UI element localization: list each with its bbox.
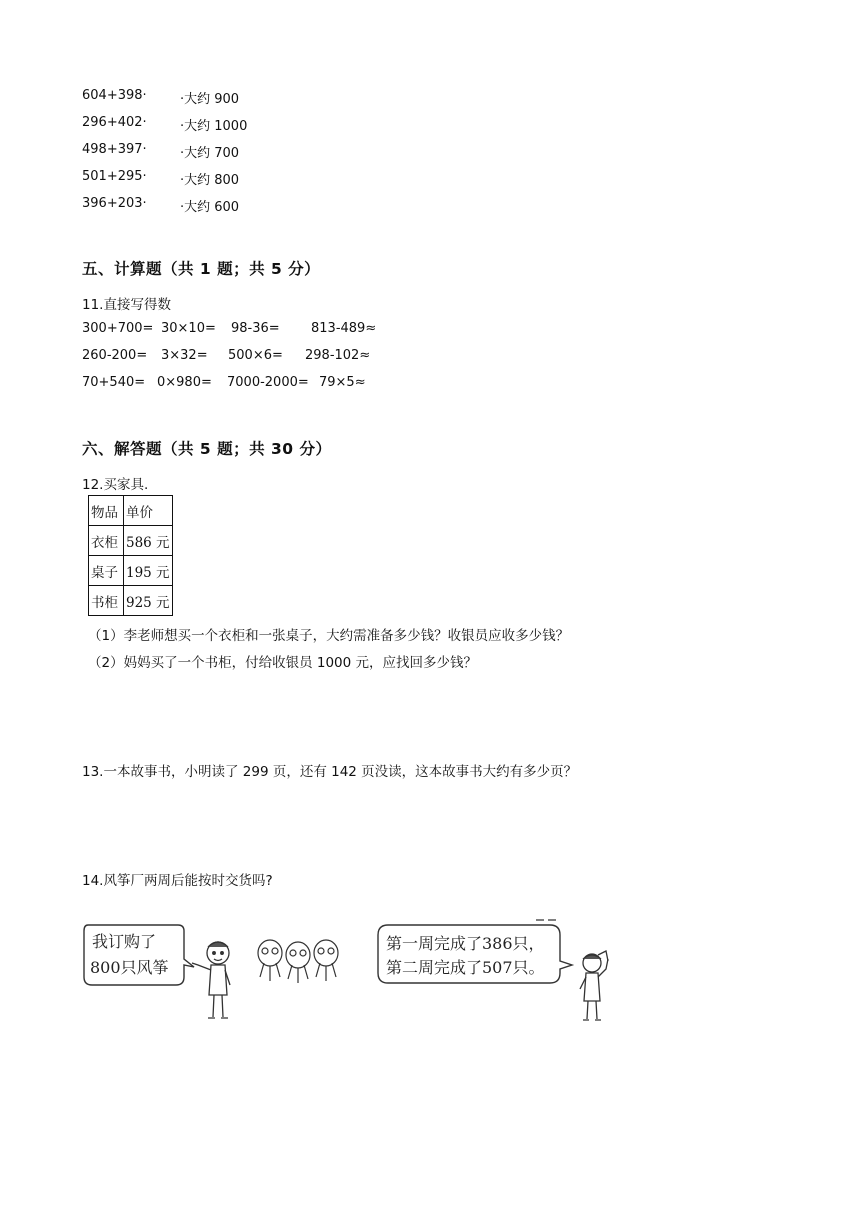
bubble-left-line: 我订购了	[92, 932, 157, 951]
match-right-item: ·大约 800	[180, 173, 240, 188]
table-header-row	[89, 496, 173, 526]
match-right-item: ·大约 700	[180, 146, 240, 161]
calc-item: 79×5≈	[319, 375, 366, 390]
table-row	[89, 586, 173, 616]
calc-item: 3×32=	[161, 348, 208, 363]
match-left-item: 501+295·	[82, 169, 147, 184]
table-cell-item: 桌子	[89, 556, 124, 586]
calc-row	[82, 321, 402, 339]
question-13: 13.一本故事书，小明读了 299 页，还有 142 页没读，这本故事书大约有多少页？	[82, 764, 578, 780]
table-row	[89, 556, 173, 586]
bubble-left-line: 800只风筝	[90, 958, 169, 977]
table-cell-price: 586 元	[124, 526, 173, 556]
match-left-item: 396+203·	[82, 196, 147, 211]
section-heading-calculation: 五、计算题（共 1 题；共 5 分）	[82, 260, 321, 278]
price-table	[88, 495, 173, 616]
speech-bubble-right	[378, 920, 572, 983]
match-right-item: ·大约 600	[180, 200, 240, 215]
bubble-right-line: 第一周完成了386只，	[386, 934, 545, 953]
table-row	[89, 526, 173, 556]
calc-item: 300+700=	[82, 321, 154, 336]
table-cell-item: 书柜	[89, 586, 124, 616]
question-14-title: 14.风筝厂两周后能按时交货吗?	[82, 873, 273, 889]
kite-factory-illustration	[80, 915, 620, 1025]
table-cell-price: 925 元	[124, 586, 173, 616]
bubble-right-line: 第二周完成了507只。	[386, 958, 545, 977]
calc-item: 813-489≈	[311, 321, 377, 336]
question-12-part-1: （1）李老师想买一个衣柜和一张桌子，大约需准备多少钱？收银员应收多少钱？	[88, 628, 570, 644]
calc-item: 500×6=	[228, 348, 283, 363]
calc-item: 70+540=	[82, 375, 146, 390]
question-12-title: 12.买家具.	[82, 477, 149, 493]
match-right-item: ·大约 1000	[180, 119, 248, 134]
customer-figure-icon	[192, 942, 230, 1018]
calc-item: 298-102≈	[305, 348, 371, 363]
section-heading-solutions: 六、解答题（共 5 题；共 30 分）	[82, 440, 332, 458]
kite-icon	[314, 940, 338, 981]
match-left-item: 604+398·	[82, 88, 147, 103]
speech-bubble-left	[84, 925, 194, 985]
calc-item: 0×980=	[157, 375, 212, 390]
table-cell-price: 195 元	[124, 556, 173, 586]
question-11-title: 11.直接写得数	[82, 297, 171, 313]
question-12-part-2: （2）妈妈买了一个书柜，付给收银员 1000 元，应找回多少钱？	[88, 655, 478, 671]
calc-item: 260-200=	[82, 348, 148, 363]
calc-item: 98-36=	[231, 321, 280, 336]
table-header-cell: 单价	[124, 496, 173, 526]
match-right-item: ·大约 900	[180, 92, 240, 107]
calc-row	[82, 348, 402, 366]
calc-item: 7000-2000=	[227, 375, 309, 390]
table-cell-item: 衣柜	[89, 526, 124, 556]
calc-row	[82, 375, 402, 393]
match-left-item: 296+402·	[82, 115, 147, 130]
kite-icon	[286, 942, 310, 983]
match-left-item: 498+397·	[82, 142, 147, 157]
calc-item: 30×10=	[161, 321, 216, 336]
table-header-cell: 物品	[89, 496, 124, 526]
worker-figure-icon	[580, 951, 608, 1020]
kite-icon	[258, 940, 282, 981]
